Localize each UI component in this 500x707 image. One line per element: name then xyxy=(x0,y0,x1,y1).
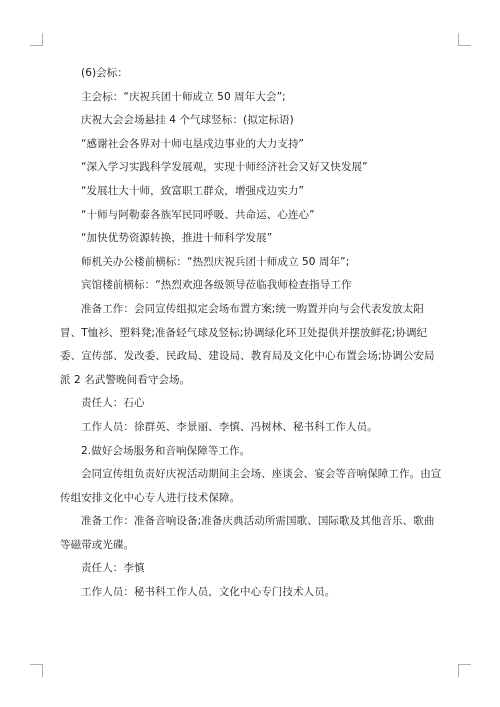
paragraph-office-banner: 师机关办公楼前横标：“热烈庆祝兵团十师成立 50 周年”; xyxy=(81,255,350,268)
paragraph-slogan-3: “发展壮大十师，致富职工群众，增强戍边实力” xyxy=(81,184,305,197)
paragraph-slogan-2: “深入学习实践科学发展观，实现十师经济社会又好又快发展” xyxy=(81,161,368,174)
paragraph-hotel-banner: 宾馆楼前横标：“热烈欢迎各级领导莅临我师检查指导工作 xyxy=(81,279,352,292)
paragraph-balloon-banners: 庆祝大会会场悬挂 4 个气球竖标：(拟定标语) xyxy=(81,114,294,127)
paragraph-slogan-4: “十师与阿勒泰各族军民同呼吸、共命运、心连心” xyxy=(81,208,315,221)
crop-mark-top-right xyxy=(458,33,471,46)
paragraph-section-2-heading: 2.做好会场服务和音响保障等工作。 xyxy=(81,444,251,457)
paragraph-preparation-1: 准备工作：会同宣传组拟定会场布置方案;统一购置并向与会代表发放太阳冒、T恤衫、塑料凳;准备轻气球及竖标;协调绿化环卫处提供并摆放鲜花;协调纪委、宣传部、发改委、民政局、建设局、教育局及文化中心布置会场;协调公安局派 2 名武警晚间看守会场。 xyxy=(60,302,435,386)
crop-mark-bottom-left xyxy=(30,664,43,677)
crop-mark-top-left xyxy=(30,33,43,46)
crop-mark-bottom-right xyxy=(458,664,471,677)
paragraph-slogan-5: “加快优势资源转换，推进十师科学发展” xyxy=(81,232,273,245)
document-body xyxy=(60,62,444,605)
paragraph-emblem-heading: (6)会标： xyxy=(81,67,128,79)
paragraph-responsible-1: 责任人：石心 xyxy=(81,397,145,410)
paragraph-staff-2: 工作人员：秘书科工作人员，文化中心专门技术人员。 xyxy=(81,586,336,599)
paragraph-slogan-1: “感谢社会各界对十师屯垦戍边事业的大力支持” xyxy=(81,137,305,150)
paragraph-responsible-2: 责任人：李慎 xyxy=(81,562,145,575)
paragraph-preparation-2: 准备工作：准备音响设备;准备庆典活动所需国歌、国际歌及其他音乐、歌曲等磁带或光碟。 xyxy=(60,515,435,551)
paragraph-main-banner: 主会标：“庆祝兵团十师成立 50 周年大会”; xyxy=(81,90,286,103)
paragraph-audio-support: 会同宣传组负责好庆祝活动期间主会场、座谈会、宴会等音响保障工作。由宣传组安排文化中心专人进行技术保障。 xyxy=(60,468,442,504)
paragraph-staff-1: 工作人员：徐群英、李景丽、李慎、冯树林、秘书科工作人员。 xyxy=(81,420,378,433)
